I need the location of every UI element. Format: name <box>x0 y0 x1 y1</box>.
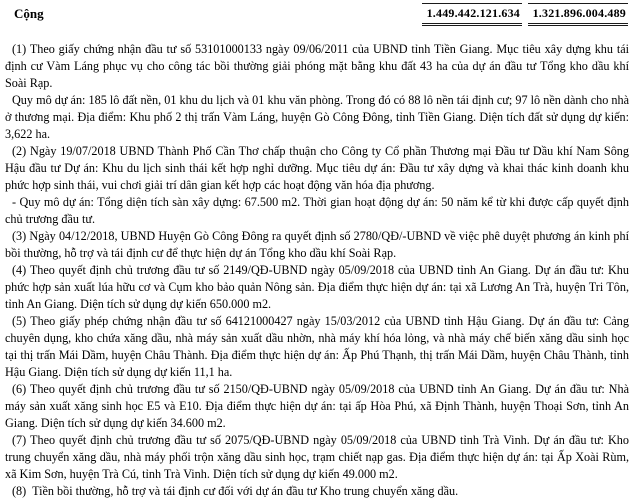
note-paragraph-6: (6) Theo quyết định chủ trương đầu tư số 2150/QĐ-UBND ngày 05/09/2018 của UBND tỉnh An Giang. Dự án đầu tư: Nhà máy sản xuất xăng sinh học E5 và E10. Địa điểm thực hiện dự án: tại ấp Hòa Phú, xã Định Thành, huyện Thoại Sơn, tỉnh An Giang. Diện tích sử dụng dự kiến 34.600 m2. <box>5 382 629 430</box>
note-paragraph-8: (8) Tiền bồi thường, hỗ trợ và tái định cư đối với dự án đầu tư Kho trung chuyển xăng dầu. <box>12 484 459 498</box>
note-paragraph-3: (3) Ngày 04/12/2018, UBND Huyện Gò Công Đông ra quyết định số 2780/QĐ/-UBND về việc phê duyệt phương án kinh phí bồi thường, hỗ trợ và tái định cư để thực hiện dự án Tổng kho dầu khí Soài Rạp. <box>5 229 629 260</box>
note-paragraph-7: (7) Theo quyết định chủ trương đầu tư số 2075/QĐ-UBND ngày 05/09/2018 của UBND tỉnh Trà Vinh. Dự án đầu tư: Kho trung chuyển xăng dầu, nhà máy phối trộn xăng dầu sinh học, trạm chiết nạp gas. Địa điểm thực hiện dự án: tại Ấp Xoài Rùm, xã Kim Sơn, huyện Trà Cú, tỉnh Trà Vinh. Diện tích sử dụng dự kiến 49.000 m2. <box>5 433 629 481</box>
total-amounts <box>422 3 628 26</box>
total-amount-prior-period: 1.321.896.004.489 <box>528 3 628 26</box>
note-paragraph-4: (4) Theo quyết định chủ trương đầu tư số 2149/QĐ-UBND ngày 05/09/2018 của UBND tỉnh An Giang. Dự án đầu tư: Khu phức hợp sản xuất lúa hữu cơ và Cụm kho bảo quản Nông sản. Địa điểm thực hiện dự án: tại xã Lương An Trà, huyện Tri Tôn, tỉnh An Giang. Diện tích sử dụng dự kiến 650.000 m2. <box>5 263 629 311</box>
note-paragraph-1b: Quy mô dự án: 185 lô đất nền, 01 khu du lịch và 01 khu văn phòng. Trong đó có 88 lô nền tái định cư; 97 lô nền dành cho nhà ở thương mại. Địa điểm: Khu phố 2 thị trấn Vàm Láng, huyện Gò Công Đông, tỉnh Tiền Giang. Diện tích đất sử dụng dự kiến: 3,622 ha. <box>5 93 629 141</box>
note-paragraph-5: (5) Theo giấy phép chứng nhận đầu tư số 64121000427 ngày 15/03/2012 của UBND tỉnh Hậu Giang. Dự án đầu tư: Cảng chuyên dụng, kho chứa xăng dầu, nhà máy sản xuất dầu nhờn, nhà máy khí hóa lỏng, và nhà máy chế biến xăng dầu sinh học tại thị trấn Mái Dầm, huyện Châu Thành. Địa điểm thực hiện dự án: Ấp Phú Thạnh, thị trấn Mái Dầm, huyện Châu Thành, tỉnh Hậu Giang. Diện tích sử dụng dự kiến 11,1 ha. <box>5 314 629 379</box>
total-amount-current-period: 1.449.442.121.634 <box>422 3 522 26</box>
note-paragraph-2b: - Quy mô dự án: Tổng diện tích sàn xây dựng: 67.500 m2. Thời gian hoạt động dự án: 50 năm kể từ khi được cấp quyết định chủ trương đầu tư. <box>5 195 629 226</box>
total-label: Cộng <box>14 6 44 21</box>
note-paragraph-2: (2) Ngày 19/07/2018 UBND Thành Phố Cần Thơ chấp thuận cho Công ty Cổ phần Thương mại Đầu tư Dầu khí Nam Sông Hậu đầu tư Dự án: Khu du lịch sinh thái kết hợp nghỉ dưỡng. Mục tiêu dự án: Đầu tư xây dựng và khai thác kinh doanh khu phức hợp sinh thái, vui chơi giải trí dân gian kết hợp các hoạt động văn hóa địa phương. <box>5 144 629 192</box>
footnotes-section <box>0 41 635 500</box>
note-paragraph-1: (1) Theo giấy chứng nhận đầu tư số 53101000133 ngày 09/06/2011 của UBND tỉnh Tiền Giang. Mục tiêu xây dựng khu tái định cư Vàm Láng phục vụ cho công tác bồi thường giải phóng mặt bằng khu đất 43 ha của dự án đầu tư Tổng kho dầu khí Soài Rạp. <box>5 42 629 90</box>
summary-total-row <box>0 0 635 26</box>
